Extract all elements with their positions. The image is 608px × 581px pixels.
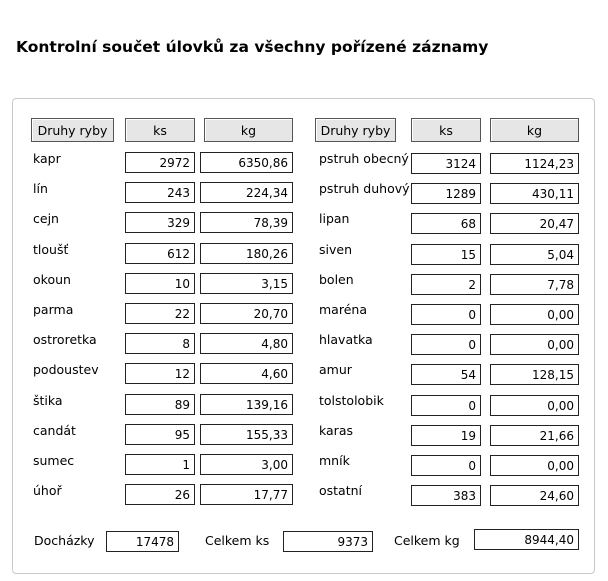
species-label: karas bbox=[319, 423, 353, 438]
kg-field[interactable]: 20,70 bbox=[200, 303, 293, 324]
kg-field[interactable]: 24,60 bbox=[490, 485, 579, 506]
dochazky-label: Docházky bbox=[34, 533, 95, 548]
species-label: amur bbox=[319, 362, 352, 377]
kg-field[interactable]: 5,04 bbox=[490, 244, 579, 265]
kg-field[interactable]: 7,78 bbox=[490, 274, 579, 295]
celkem-kg-label: Celkem kg bbox=[394, 533, 460, 548]
ks-field[interactable]: 2972 bbox=[125, 152, 195, 173]
kg-field[interactable]: 139,16 bbox=[200, 394, 293, 415]
kg-field[interactable]: 224,34 bbox=[200, 182, 293, 203]
right-header-kg[interactable]: kg bbox=[490, 118, 579, 142]
species-label: pstruh duhový bbox=[319, 181, 410, 196]
celkem-kg-field[interactable]: 8944,40 bbox=[474, 529, 579, 550]
ks-field[interactable]: 10 bbox=[125, 273, 195, 294]
kg-field[interactable]: 3,15 bbox=[200, 273, 293, 294]
kg-field[interactable]: 0,00 bbox=[490, 304, 579, 325]
species-label: lipan bbox=[319, 211, 350, 226]
ks-field[interactable]: 89 bbox=[125, 394, 195, 415]
left-header-species[interactable]: Druhy ryby bbox=[31, 118, 114, 142]
right-header-species[interactable]: Druhy ryby bbox=[315, 118, 396, 142]
kg-field[interactable]: 1124,23 bbox=[490, 153, 579, 174]
kg-field[interactable]: 4,60 bbox=[200, 363, 293, 384]
species-label: ostatní bbox=[319, 483, 363, 498]
ks-field[interactable]: 1289 bbox=[411, 183, 481, 204]
species-label: úhoř bbox=[33, 483, 62, 498]
kg-field[interactable]: 0,00 bbox=[490, 334, 579, 355]
kg-field[interactable]: 430,11 bbox=[490, 183, 579, 204]
species-label: lín bbox=[33, 181, 48, 196]
ks-field[interactable]: 3124 bbox=[411, 153, 481, 174]
ks-field[interactable]: 243 bbox=[125, 182, 195, 203]
species-label: candát bbox=[33, 423, 76, 438]
kg-field[interactable]: 78,39 bbox=[200, 212, 293, 233]
ks-field[interactable]: 383 bbox=[411, 485, 481, 506]
kg-field[interactable]: 21,66 bbox=[490, 425, 579, 446]
species-label: pstruh obecný bbox=[319, 151, 409, 166]
celkem-ks-label: Celkem ks bbox=[205, 533, 270, 548]
dochazky-field[interactable]: 17478 bbox=[106, 531, 179, 552]
species-label: kapr bbox=[33, 151, 61, 166]
ks-field[interactable]: 2 bbox=[411, 274, 481, 295]
species-label: siven bbox=[319, 242, 352, 257]
kg-field[interactable]: 180,26 bbox=[200, 243, 293, 264]
kg-field[interactable]: 0,00 bbox=[490, 395, 579, 416]
kg-field[interactable]: 155,33 bbox=[200, 424, 293, 445]
species-label: maréna bbox=[319, 302, 367, 317]
ks-field[interactable]: 68 bbox=[411, 213, 481, 234]
ks-field[interactable]: 26 bbox=[125, 484, 195, 505]
ks-field[interactable]: 0 bbox=[411, 304, 481, 325]
left-header-kg[interactable]: kg bbox=[204, 118, 293, 142]
kg-field[interactable]: 4,80 bbox=[200, 333, 293, 354]
ks-field[interactable]: 1 bbox=[125, 454, 195, 475]
species-label: parma bbox=[33, 302, 74, 317]
species-label: tolstolobik bbox=[319, 393, 384, 408]
ks-field[interactable]: 95 bbox=[125, 424, 195, 445]
species-label: ostroretka bbox=[33, 332, 97, 347]
left-header-ks[interactable]: ks bbox=[125, 118, 195, 142]
ks-field[interactable]: 0 bbox=[411, 395, 481, 416]
kg-field[interactable]: 17,77 bbox=[200, 484, 293, 505]
celkem-ks-field[interactable]: 9373 bbox=[283, 531, 373, 552]
ks-field[interactable]: 612 bbox=[125, 243, 195, 264]
species-label: bolen bbox=[319, 272, 354, 287]
kg-field[interactable]: 128,15 bbox=[490, 364, 579, 385]
species-label: mník bbox=[319, 453, 350, 468]
ks-field[interactable]: 12 bbox=[125, 363, 195, 384]
kg-field[interactable]: 3,00 bbox=[200, 454, 293, 475]
ks-field[interactable]: 0 bbox=[411, 455, 481, 476]
ks-field[interactable]: 19 bbox=[411, 425, 481, 446]
species-label: sumec bbox=[33, 453, 75, 468]
species-label: tloušť bbox=[33, 242, 69, 257]
species-label: podoustev bbox=[33, 362, 99, 377]
species-label: okoun bbox=[33, 272, 71, 287]
ks-field[interactable]: 54 bbox=[411, 364, 481, 385]
ks-field[interactable]: 8 bbox=[125, 333, 195, 354]
species-label: hlavatka bbox=[319, 332, 373, 347]
ks-field[interactable]: 329 bbox=[125, 212, 195, 233]
species-label: cejn bbox=[33, 211, 59, 226]
ks-field[interactable]: 15 bbox=[411, 244, 481, 265]
species-label: štika bbox=[33, 393, 63, 408]
page-title: Kontrolní součet úlovků za všechny pořízené záznamy bbox=[16, 38, 489, 56]
kg-field[interactable]: 6350,86 bbox=[200, 152, 293, 173]
kg-field[interactable]: 20,47 bbox=[490, 213, 579, 234]
ks-field[interactable]: 22 bbox=[125, 303, 195, 324]
right-header-ks[interactable]: ks bbox=[411, 118, 481, 142]
ks-field[interactable]: 0 bbox=[411, 334, 481, 355]
kg-field[interactable]: 0,00 bbox=[490, 455, 579, 476]
